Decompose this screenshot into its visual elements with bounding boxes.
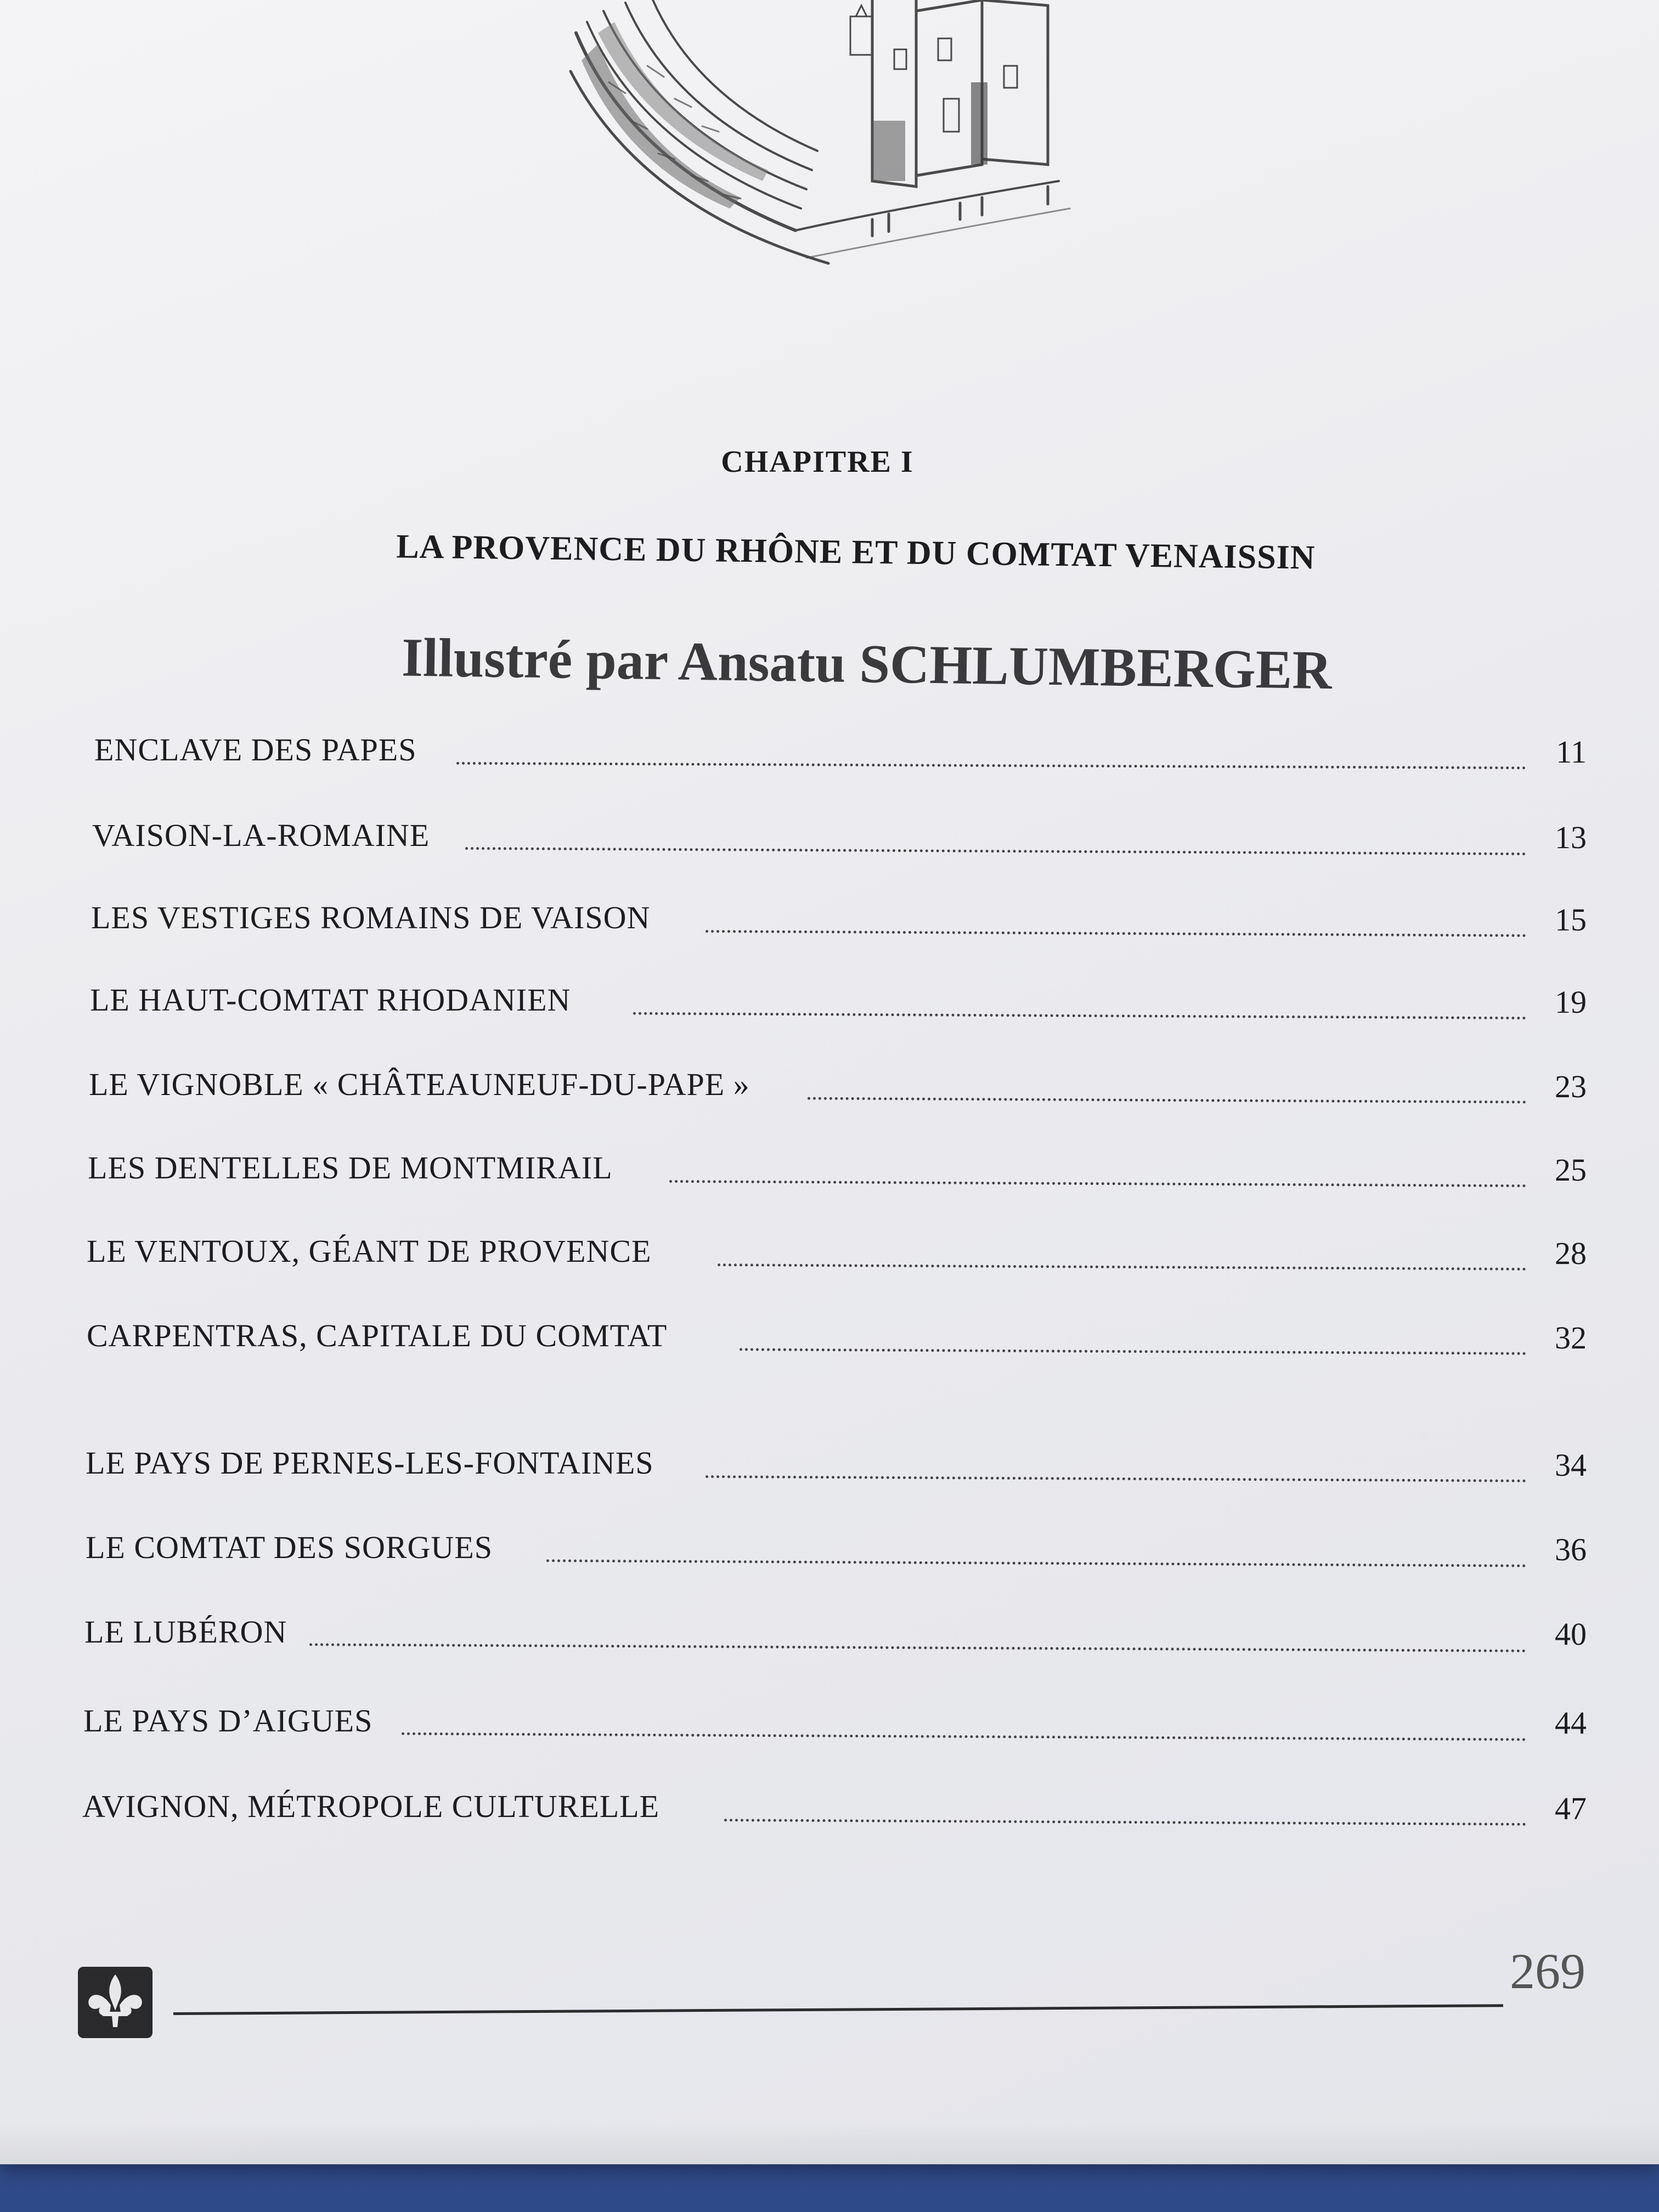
toc-entry-page: 28 (1555, 1235, 1587, 1271)
toc-entry-title: LE VENTOUX, GÉANT DE PROVENCE (87, 1233, 652, 1269)
toc-entry (87, 1226, 1592, 1275)
toc-entry-title: CARPENTRAS, CAPITALE DU COMTAT (87, 1318, 668, 1353)
toc-entry-title: LES DENTELLES DE MONTMIRAIL (88, 1150, 613, 1186)
toc-entry (90, 974, 1592, 1024)
toc-entry (87, 1310, 1592, 1359)
toc-leader-dots (740, 1348, 1526, 1355)
toc-entry-title: LE PAYS D’AIGUES (83, 1703, 373, 1739)
toc-entry-title: AVIGNON, MÉTROPOLE CULTURELLE (82, 1788, 660, 1824)
toc-leader-dots (402, 1733, 1526, 1741)
toc-entry-title: LE HAUT-COMTAT RHODANIEN (90, 982, 571, 1018)
toc-entry-page: 15 (1555, 902, 1587, 938)
toc-entry-title: LE PAYS DE PERNES-LES-FONTAINES (86, 1445, 654, 1481)
toc-entry-page: 36 (1555, 1532, 1587, 1567)
chapter-title: LA PROVENCE DU RHÔNE ET DU COMTAT VENAISSIN (396, 528, 1316, 577)
toc-entry-title: VAISON-LA-ROMAINE (92, 817, 430, 853)
toc-entry-page: 13 (1555, 820, 1587, 855)
toc-entry (86, 1437, 1592, 1487)
illustrator-credit: Illustré par Ansatu SCHLUMBERGER (401, 627, 1333, 701)
toc-leader-dots (724, 1819, 1526, 1826)
toc-leader-dots (309, 1643, 1526, 1652)
toc-leader-dots (706, 1475, 1526, 1482)
page-number: 269 (1510, 1943, 1585, 1999)
toc-leader-dots (633, 1012, 1526, 1020)
toc-entry (91, 892, 1592, 941)
toc-entry-page: 47 (1555, 1791, 1587, 1826)
toc-leader-dots (808, 1097, 1526, 1104)
footer-rule (173, 2004, 1503, 2015)
toc-leader-dots (465, 847, 1526, 855)
roman-theatre-illustration (565, 0, 1092, 313)
toc-entry-title: LE COMTAT DES SORGUES (86, 1530, 493, 1565)
toc-entry (83, 1695, 1592, 1745)
chapter-heading: CHAPITRE I (721, 445, 914, 479)
toc-leader-dots (456, 762, 1526, 770)
toc-entry (94, 724, 1592, 774)
toc-entry (89, 1059, 1592, 1108)
toc-entry-page: 11 (1556, 734, 1587, 770)
fleur-de-lis-icon (78, 1967, 153, 2038)
toc-entry-page: 44 (1555, 1705, 1587, 1741)
toc-entry-page: 23 (1555, 1069, 1587, 1104)
toc-leader-dots (546, 1559, 1526, 1567)
toc-entry (88, 1142, 1592, 1192)
toc-entry-title: LES VESTIGES ROMAINS DE VAISON (91, 900, 651, 935)
toc-entry-title: LE LUBÉRON (84, 1614, 287, 1650)
toc-leader-dots (669, 1180, 1526, 1187)
toc-entry (92, 810, 1592, 859)
toc-leader-dots (718, 1263, 1526, 1271)
toc-entry-page: 40 (1555, 1616, 1587, 1652)
toc-entry-page: 25 (1555, 1152, 1587, 1188)
toc-leader-dots (706, 930, 1526, 937)
toc-entry-title: LE VIGNOBLE « CHÂTEAUNEUF-DU-PAPE » (89, 1066, 750, 1102)
toc-entry-page: 19 (1555, 984, 1587, 1020)
toc-entry (84, 1606, 1592, 1656)
toc-entry-title: ENCLAVE DES PAPES (94, 732, 417, 768)
toc-entry-page: 32 (1555, 1320, 1587, 1356)
toc-entry-page: 34 (1555, 1447, 1587, 1483)
toc-entry (86, 1522, 1592, 1571)
toc-entry (82, 1781, 1592, 1830)
